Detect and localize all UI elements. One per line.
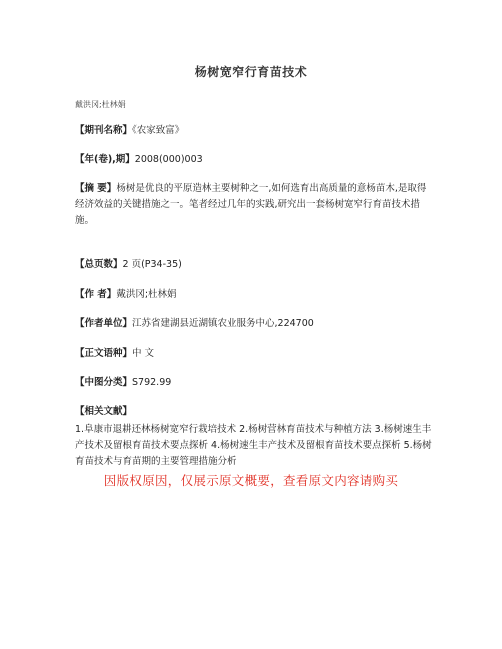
classification-value: S792.99	[132, 377, 172, 388]
pages-value: 2 页(P34-35)	[122, 259, 182, 270]
language-label: 【正文语种】	[75, 348, 133, 359]
abstract-label: 【摘 要】	[75, 183, 117, 194]
author-value: 戴洪冈;杜林娟	[116, 289, 177, 300]
classification-label: 【中图分类】	[75, 377, 133, 388]
author-line: 戴洪冈;杜林娟	[75, 100, 126, 109]
copyright-notice: 因版权原因，仅展示原文概要，查看原文内容请购买	[103, 473, 399, 488]
affiliation-label: 【作者单位】	[75, 318, 133, 329]
abstract-field	[75, 181, 435, 229]
year-value: 2008(000)003	[134, 154, 203, 165]
affiliation-value: 江苏省建湖县近湖镇农业服务中心,224700	[132, 318, 314, 329]
references-label: 【相关文献】	[75, 406, 133, 417]
language-value: 中 文	[132, 348, 155, 359]
year-label: 【年(卷),期】	[75, 154, 135, 165]
language-field	[75, 346, 435, 362]
page-title: 杨树宽窄行育苗技术	[194, 65, 308, 79]
author-field	[75, 287, 435, 303]
pages-label: 【总页数】	[75, 259, 123, 270]
author-label: 【作 者】	[75, 289, 117, 300]
classification-field	[75, 375, 435, 391]
journal-field	[75, 123, 435, 139]
pages-field	[75, 257, 435, 273]
references-list: 1.阜康市退耕还林杨树宽窄行栽培技术 2.杨树营林育苗技术与种植方法 3.杨树速生丰产技术及留根育苗技术要点探析 4.杨树速生丰产技术及留根育苗技术要点探析 5.杨树育苗技术与育苗期的主要管理措施分析	[75, 424, 432, 467]
affiliation-field	[75, 316, 435, 332]
journal-value: 《农家致富》	[132, 125, 185, 136]
abstract-value: 杨树是优良的平原造林主要树种之一,如何选育出高质量的意杨苗木,是取得经济效益的关键措施之一。笔者经过几年的实践,研究出一套杨树宽窄行育苗技术措施。	[75, 183, 427, 226]
references-heading	[75, 404, 435, 420]
year-field	[75, 152, 435, 168]
journal-label: 【期刊名称】	[75, 125, 133, 136]
